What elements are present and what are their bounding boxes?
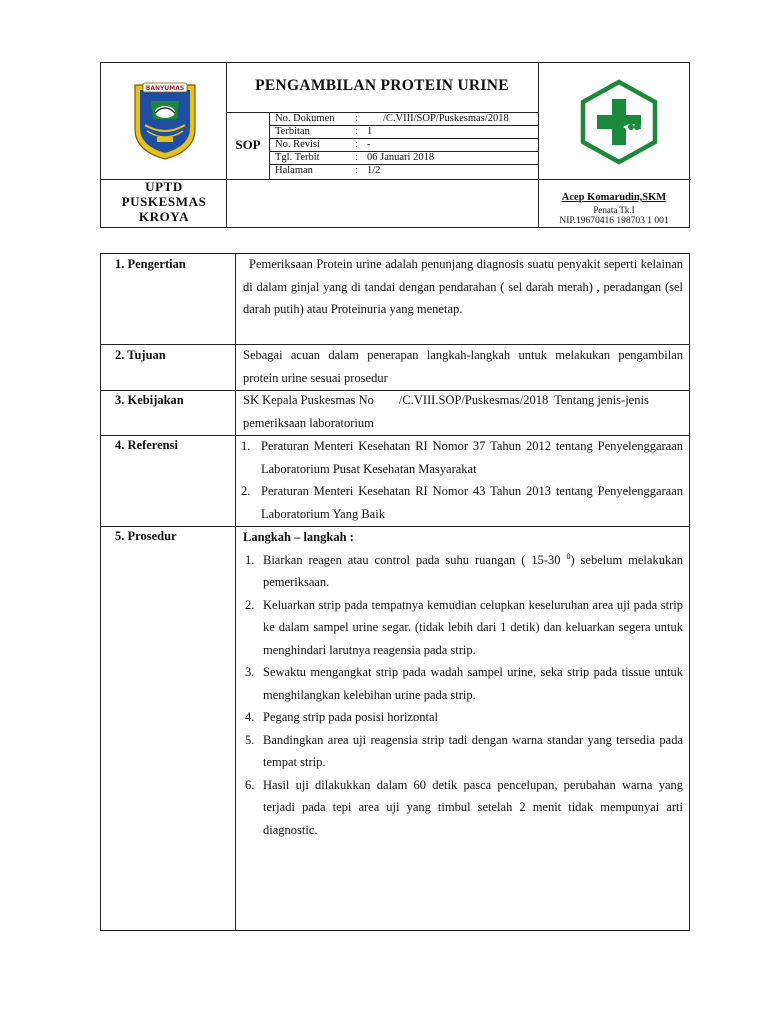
organization-name: UPTD PUSKESMAS KROYA — [121, 179, 207, 224]
references-list — [241, 435, 683, 525]
section-text-policy: SK Kepala Puskesmas No /C.VIII.SOP/Puskesmas/2018 Tentang jenis-jenis pemeriksaan laboratorium — [243, 393, 652, 430]
procedure-step: 5. Bandingkan area uji reagensia strip tadi dengan warna standar yang tersedia pada tempat strip. — [245, 732, 683, 769]
puskesmas-logo-icon — [579, 79, 659, 165]
meta-row-revision: No. Revisi : - — [275, 139, 371, 150]
meta-row-page: Halaman : 1/2 — [275, 165, 381, 176]
signatory-nip: NIP.19670416 198703 1 001 — [559, 216, 669, 226]
meta-row-document-number: No. Dokumen : /C.VIII/SOP/Puskesmas/2018 — [275, 113, 509, 124]
sop-header-table — [100, 62, 690, 228]
section-label-definition: 1. Pengertian — [115, 257, 186, 271]
banyumas-regency-emblem-icon — [131, 79, 199, 161]
procedure-step: 3. Sewaktu mengangkat strip pada wadah sampel urine, seka strip pada tissue untuk menghilangkan kelebihan urine pada strip. — [245, 665, 683, 702]
procedure-step: 2. Keluarkan strip pada tempatnya kemudian celupkan keseluruhan area uji pada strip ke dalam sampel urine segar. (tidak lebih dari 1 detik) dan keluarkan segera untuk menghindari larutnya reagensia pada strip. — [245, 597, 683, 657]
procedure-step: 6. Hasil uji dilakukkan dalam 60 detik pasca pencelupan, perubahan warna yang terjadi pada tepi area uji yang timbul setelah 2 menit tidak mempunyai arti diagnostic. — [245, 777, 683, 837]
section-text-purpose: Sebagai acuan dalam penerapan langkah-langkah untuk melakukan pengambilan protein urine sesuai prosedur — [243, 348, 683, 385]
reference-item: 2. Peraturan Menteri Kesehatan RI Nomor 43 Tahun 2013 tentang Penyelenggaraan Laboratorium Yang Baik — [241, 484, 683, 521]
section-label-references: 4. Referensi — [115, 438, 178, 452]
reference-item: 1. Peraturan Menteri Kesehatan RI Nomor 37 Tahun 2012 tentang Penyelenggaraan Laboratorium Pusat Kesehatan Masyarakat — [241, 439, 683, 476]
signatory-rank: Penata Tk.I — [593, 205, 635, 215]
sop-content-table — [100, 253, 690, 931]
signatory-name: Acep Komarudin,SKM — [561, 192, 667, 203]
section-label-procedure: 5. Prosedur — [115, 529, 177, 543]
section-label-policy: 3. Kebijakan — [115, 393, 184, 407]
procedure-subheading: Langkah – langkah : — [243, 530, 354, 544]
section-label-purpose: 2. Tujuan — [115, 348, 166, 362]
document-title: PENGAMBILAN PROTEIN URINE — [255, 77, 509, 94]
emblem-banner-text: BANYUMAS — [145, 85, 185, 92]
procedure-steps — [243, 526, 683, 841]
section-text-definition: Pemeriksaan Protein urine adalah penunjang diagnosis suatu penyakit seperti kelainan di dalam ginjal yang di tandai dengan pendarahan ( sel darah merah) , peradangan (sel darah putih) atau Proteinuria yang menetap. — [243, 257, 683, 316]
procedure-step: 1. Biarkan reagen atau control pada suhu ruangan ( 15-30 $^0$) sebelum melakukan pemeriksaan. — [245, 551, 683, 589]
procedure-step: 4. Pegang strip pada posisi horizontal — [245, 710, 438, 724]
meta-row-issue-date: Tgl. Terbit : 06 Januari 2018 — [275, 152, 435, 163]
meta-row-edition: Terbitan : 1 — [275, 126, 373, 137]
sop-label: SOP — [235, 137, 261, 152]
